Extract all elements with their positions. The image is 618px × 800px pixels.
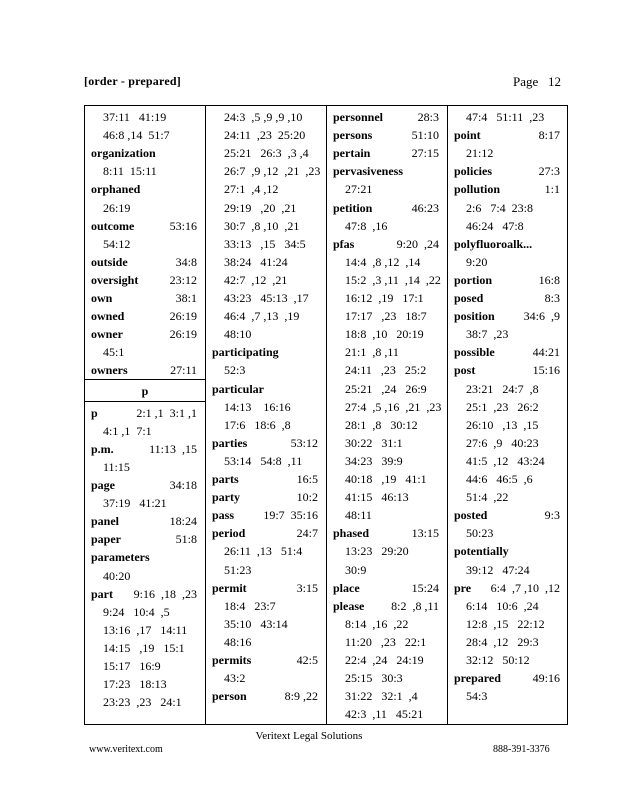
- index-locations-continued: 26:10 ,13 ,15: [466, 417, 539, 432]
- index-locations-continued: 24:11 ,23 25:2: [345, 363, 427, 378]
- index-locations-continued: 48:11: [345, 508, 372, 523]
- index-locations: 46:23: [411, 200, 439, 215]
- index-term: parts: [212, 472, 239, 486]
- index-locations: 8:3: [544, 291, 560, 305]
- index-locations-continued: 48:10: [224, 327, 252, 342]
- index-term: organization: [91, 146, 156, 161]
- index-locations-continued: 15:2 ,3 ,11 ,14 ,22: [345, 272, 441, 287]
- index-term: own: [91, 291, 113, 305]
- index-locations-continued: 23:23 ,23 24:1: [103, 695, 182, 710]
- index-locations-continued: 11:20 ,23 22:1: [345, 634, 427, 649]
- index-term: petition: [333, 200, 373, 215]
- index-range-header: [order - prepared]: [84, 74, 181, 88]
- index-column-2: [206, 106, 327, 724]
- index-term: panel: [91, 514, 120, 529]
- index-locations-continued: 51:4 ,22: [466, 490, 509, 505]
- index-locations: 18:24: [169, 514, 197, 529]
- index-locations-continued: 46:4 ,7 ,13 ,19: [224, 309, 300, 324]
- index-locations: 15:16: [532, 363, 560, 378]
- index-locations-continued: 52:3: [224, 363, 246, 378]
- index-locations: 53:12: [290, 435, 318, 450]
- index-locations-continued: 39:12 47:24: [466, 562, 530, 577]
- index-term: outcome: [91, 218, 135, 233]
- index-term: party: [212, 490, 240, 505]
- index-locations: 26:19: [169, 327, 197, 342]
- index-locations: 51:10: [411, 128, 439, 143]
- index-locations: 9:20 ,24: [396, 236, 439, 251]
- index-locations: 9:3: [544, 508, 560, 523]
- index-locations-continued: 24:11 ,23 25:20: [224, 128, 306, 143]
- index-locations-continued: 41:5 ,12 43:24: [466, 453, 545, 468]
- index-locations: 10:2: [296, 490, 318, 505]
- index-locations: 34:8: [175, 254, 197, 269]
- index-locations-continued: 44:6 46:5 ,6: [466, 472, 533, 486]
- index-locations: 24:7: [296, 526, 318, 541]
- index-locations-continued: 54:3: [466, 689, 488, 704]
- index-term: point: [454, 128, 481, 143]
- index-locations-continued: 38:7 ,23: [466, 327, 509, 342]
- index-locations-continued: 45:1: [103, 345, 125, 360]
- index-term: orphaned: [91, 182, 141, 197]
- index-locations-continued: 17:17 ,23 18:7: [345, 309, 427, 324]
- index-term: parameters: [91, 550, 150, 565]
- index-term: owner: [91, 327, 123, 342]
- index-locations-continued: 21:12: [466, 146, 494, 161]
- index-column-3: [327, 106, 448, 724]
- index-locations-continued: 46:24 47:8: [466, 218, 524, 233]
- index-term: participating: [212, 345, 279, 360]
- index-column-4: [448, 106, 568, 724]
- index-term: phased: [333, 526, 370, 541]
- footer-company: Veritext Legal Solutions: [255, 730, 363, 742]
- index-locations-continued: 31:22 32:1 ,4: [345, 689, 418, 704]
- index-locations: 51:8: [175, 532, 197, 547]
- index-term: parties: [212, 435, 248, 450]
- index-locations-continued: 23:21 24:7 ,8: [466, 381, 539, 396]
- index-locations-continued: 15:17 16:9: [103, 659, 161, 673]
- index-locations: 15:24: [411, 580, 439, 595]
- index-locations-continued: 9:24 10:4 ,5: [103, 604, 170, 619]
- index-locations: 26:19: [169, 309, 197, 324]
- index-locations-continued: 2:6 7:4 23:8: [466, 200, 534, 215]
- index-term: pertain: [333, 146, 371, 161]
- index-locations-continued: 37:11 41:19: [103, 110, 167, 124]
- index-locations-continued: 28:4 ,12 29:3: [466, 634, 539, 649]
- index-locations-continued: 12:8 ,15 22:12: [466, 616, 545, 631]
- index-term: p: [91, 405, 98, 420]
- index-locations: 34:6 ,9: [523, 309, 560, 324]
- index-locations: 6:4 ,7 ,10 ,12: [490, 580, 560, 595]
- index-term: pollution: [454, 182, 501, 197]
- word-index-box: [84, 105, 568, 725]
- index-term: pre: [454, 580, 472, 595]
- index-term: post: [454, 363, 476, 378]
- index-locations: 8:9 ,22: [284, 689, 318, 704]
- index-locations-continued: 42:3 ,11 45:21: [345, 707, 424, 722]
- index-term: p.m.: [91, 441, 114, 456]
- section-divider: [85, 379, 205, 380]
- index-term: possible: [454, 345, 495, 360]
- index-locations-continued: 26:7 ,9 ,12 ,21 ,23: [224, 164, 321, 179]
- index-locations-continued: 8:14 ,16 ,22: [345, 616, 409, 631]
- index-locations-continued: 41:15 46:13: [345, 490, 409, 505]
- index-locations: 3:15: [296, 580, 318, 595]
- index-term: period: [212, 526, 246, 541]
- index-locations: 13:15: [411, 526, 439, 541]
- index-locations-continued: 25:15 30:3: [345, 671, 403, 686]
- index-column-1: [85, 106, 206, 724]
- index-locations: 44:21: [532, 345, 560, 360]
- index-locations-continued: 47:4 51:11 ,23: [466, 110, 545, 124]
- index-locations-continued: 14:13 16:16: [224, 399, 291, 414]
- index-locations-continued: 38:24 41:24: [224, 254, 288, 269]
- index-locations-continued: 6:14 10:6 ,24: [466, 598, 539, 613]
- index-locations-continued: 53:14 54:8 ,11: [224, 453, 303, 468]
- index-term: place: [333, 580, 360, 595]
- index-locations-continued: 25:1 ,23 26:2: [466, 399, 539, 414]
- index-locations-continued: 47:8 ,16: [345, 218, 388, 233]
- index-locations-continued: 27:4 ,5 ,16 ,21 ,23: [345, 399, 442, 414]
- section-letter-heading: p: [141, 383, 149, 398]
- index-term: paper: [91, 532, 121, 547]
- index-locations: 23:12: [169, 272, 197, 287]
- index-locations-continued: 27:1 ,4 ,12: [224, 182, 279, 197]
- index-locations-continued: 16:12 ,19 17:1: [345, 291, 424, 305]
- index-locations-continued: 18:4 23:7: [224, 598, 276, 613]
- index-locations-continued: 22:4 ,24 24:19: [345, 653, 424, 667]
- index-locations-continued: 25:21 ,24 26:9: [345, 381, 427, 396]
- index-locations-continued: 30:22 31:1: [345, 435, 403, 450]
- page-number-value: 12: [548, 74, 562, 89]
- index-locations-continued: 51:23: [224, 562, 252, 577]
- index-locations-continued: 35:10 43:14: [224, 616, 288, 631]
- footer-website: www.veritext.com: [89, 744, 163, 755]
- index-term: pass: [212, 508, 235, 523]
- index-locations: 49:16: [532, 671, 560, 686]
- index-locations-continued: 37:19 41:21: [103, 496, 167, 511]
- index-locations: 2:1 ,1 3:1 ,1: [136, 405, 197, 420]
- index-term: particular: [212, 381, 264, 396]
- index-locations-continued: 18:8 ,10 20:19: [345, 327, 424, 342]
- index-locations-continued: 43:23 45:13 ,17: [224, 291, 309, 305]
- index-term: potentially: [454, 544, 509, 559]
- index-locations-continued: 11:15: [103, 459, 130, 474]
- index-locations-continued: 9:20: [466, 254, 488, 269]
- index-locations-continued: 14:4 ,8 ,12 ,14: [345, 254, 421, 269]
- index-locations-continued: 46:8 ,14 51:7: [103, 128, 170, 143]
- index-locations-continued: 14:15 ,19 15:1: [103, 640, 185, 655]
- index-term: pfas: [333, 236, 355, 251]
- index-locations: 11:13 ,15: [149, 441, 197, 456]
- index-term: position: [454, 309, 495, 324]
- index-locations-continued: 40:20: [103, 568, 131, 583]
- index-term: policies: [454, 164, 492, 179]
- index-locations: 53:16: [169, 218, 197, 233]
- index-locations: 9:16 ,18 ,23: [133, 586, 197, 601]
- index-term: permit: [212, 580, 247, 595]
- index-locations: 38:1: [175, 291, 197, 305]
- index-locations: 28:3: [417, 110, 439, 124]
- index-locations-continued: 13:16 ,17 14:11: [103, 622, 188, 637]
- index-term: owners: [91, 363, 128, 378]
- index-locations-continued: 48:16: [224, 634, 252, 649]
- index-locations-continued: 8:11 15:11: [103, 164, 157, 179]
- index-term: outside: [91, 254, 128, 269]
- index-term: polyfluoroalk...: [454, 236, 533, 251]
- index-term: page: [91, 478, 115, 492]
- index-locations-continued: 27:6 ,9 40:23: [466, 435, 539, 450]
- index-term: portion: [454, 272, 493, 287]
- index-locations-continued: 21:1 ,8 ,11: [345, 345, 399, 360]
- index-term: personnel: [333, 110, 384, 124]
- index-locations-continued: 17:6 18:6 ,8: [224, 417, 291, 432]
- index-locations-continued: 4:1 ,1 7:1: [103, 423, 152, 438]
- index-locations-continued: 54:12: [103, 236, 131, 251]
- index-locations-continued: 24:3 ,5 ,9 ,9 ,10: [224, 110, 303, 124]
- index-locations: 8:17: [538, 128, 560, 143]
- index-locations: 27:3: [538, 164, 560, 179]
- index-locations-continued: 25:21 26:3 ,3 ,4: [224, 146, 309, 161]
- index-locations-continued: 34:23 39:9: [345, 453, 403, 468]
- index-locations: 34:18: [169, 478, 197, 492]
- index-locations-continued: 27:21: [345, 182, 373, 197]
- index-locations-continued: 40:18 ,19 41:1: [345, 472, 427, 486]
- index-locations-continued: 26:19: [103, 200, 131, 215]
- index-locations-continued: 30:7 ,8 ,10 ,21: [224, 218, 300, 233]
- index-term: part: [91, 586, 113, 601]
- index-term: permits: [212, 653, 252, 667]
- page-label: Page: [513, 74, 539, 89]
- index-locations-continued: 17:23 18:13: [103, 677, 167, 692]
- index-locations-continued: 28:1 ,8 30:12: [345, 417, 418, 432]
- index-locations-continued: 33:13 ,15 34:5: [224, 236, 306, 251]
- footer-phone: 888-391-3376: [493, 744, 550, 755]
- index-term: pervasiveness: [333, 164, 403, 179]
- index-locations: 1:1: [544, 182, 560, 197]
- index-locations-continued: 26:11 ,13 51:4: [224, 544, 303, 559]
- index-locations-continued: 30:9: [345, 562, 367, 577]
- index-term: posted: [454, 508, 488, 523]
- index-locations: 27:11: [170, 363, 197, 378]
- index-locations: 16:5: [296, 472, 318, 486]
- index-locations-continued: 29:19 ,20 ,21: [224, 200, 297, 215]
- index-term: persons: [333, 128, 373, 143]
- index-term: please: [333, 598, 365, 613]
- index-locations-continued: 43:2: [224, 671, 246, 686]
- page-number: [513, 74, 561, 90]
- index-term: prepared: [454, 671, 501, 686]
- index-locations: 16:8: [538, 272, 560, 287]
- index-term: person: [212, 689, 247, 704]
- index-locations: 19:7 35:16: [263, 508, 318, 523]
- index-locations-continued: 32:12 50:12: [466, 653, 530, 667]
- index-locations-continued: 42:7 ,12 ,21: [224, 272, 288, 287]
- index-locations-continued: 50:23: [466, 526, 494, 541]
- index-locations: 8:2 ,8 ,11: [391, 598, 439, 613]
- index-locations: 42:5: [296, 653, 318, 667]
- index-locations: 27:15: [411, 146, 439, 161]
- index-locations-continued: 13:23 29:20: [345, 544, 409, 559]
- section-divider: [85, 401, 205, 402]
- index-term: posed: [454, 291, 484, 305]
- index-term: oversight: [91, 272, 139, 287]
- index-term: owned: [91, 309, 125, 324]
